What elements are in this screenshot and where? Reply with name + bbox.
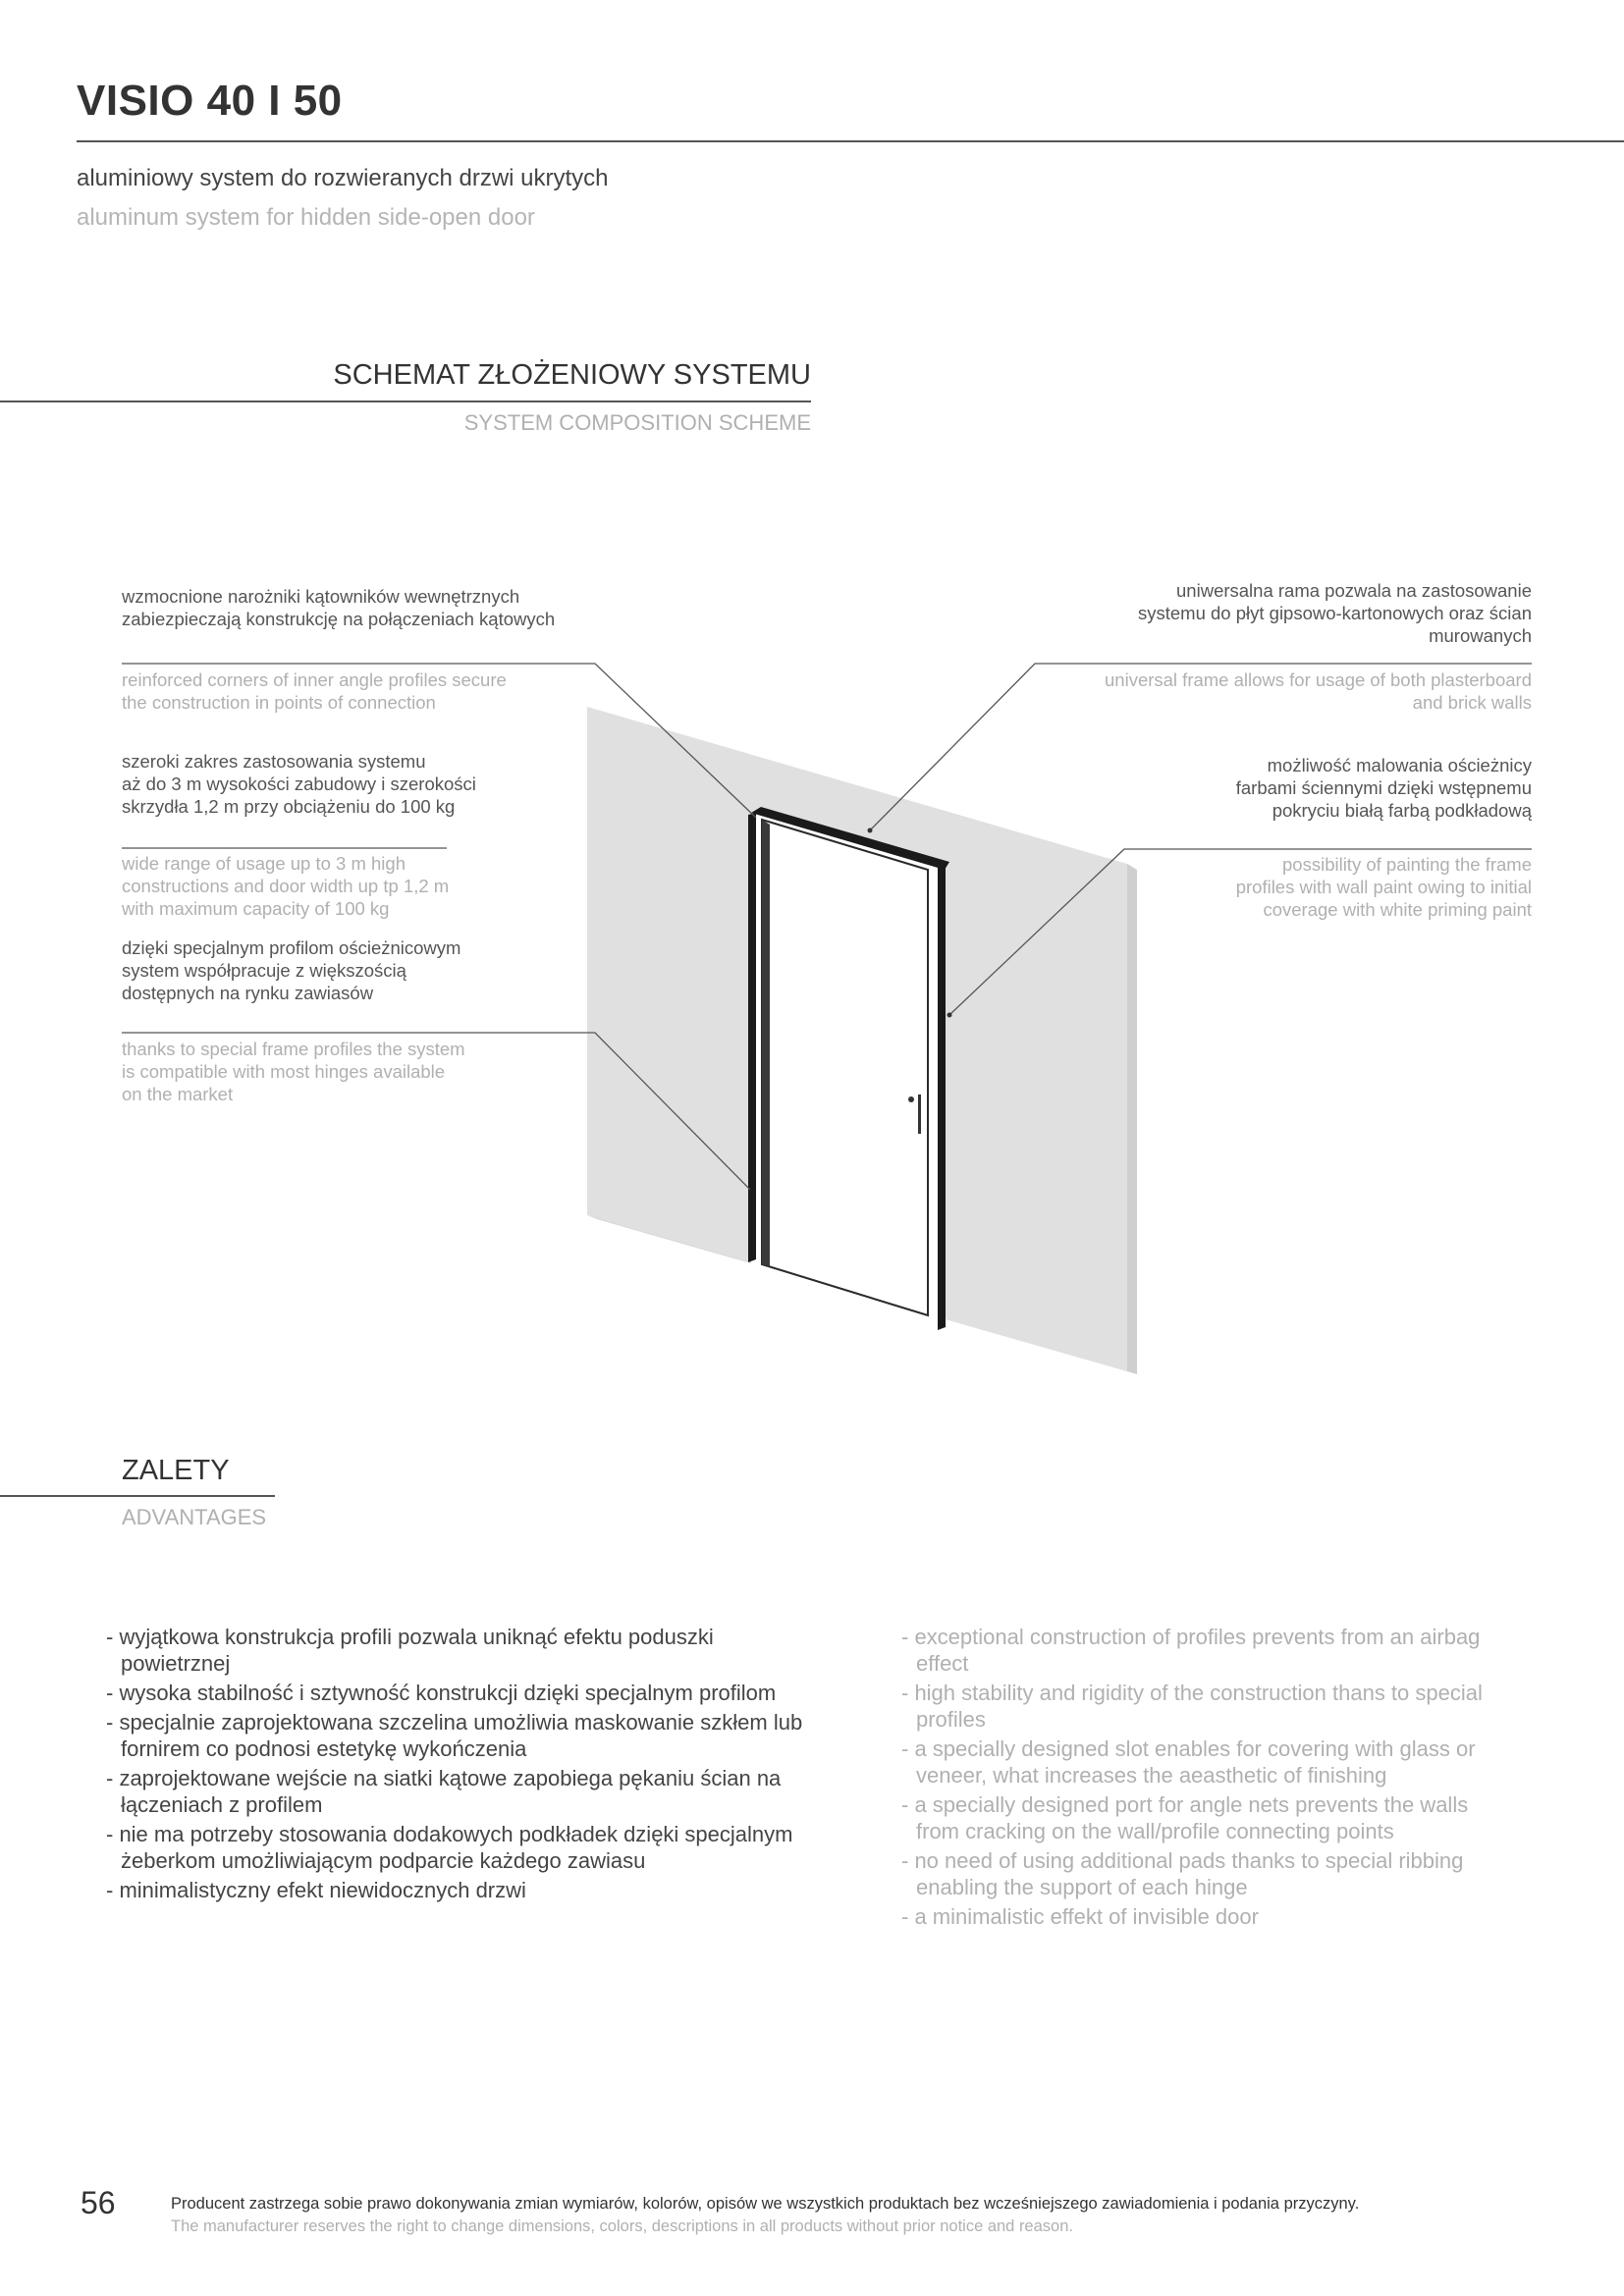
list-item: - wyjątkowa konstrukcja profili pozwala uniknąć efektu poduszki powietrznej bbox=[106, 1625, 714, 1676]
list-item: - specjalnie zaprojektowana szczelina umożliwia maskowanie szkłem lub fornirem co podnosi estetykę wykończenia bbox=[106, 1710, 803, 1761]
subtitle-polish: aluminiowy system do rozwieranych drzwi ukrytych bbox=[77, 165, 609, 191]
scheme-subtitle: SYSTEM COMPOSITION SCHEME bbox=[463, 410, 811, 435]
door-lock-plate bbox=[918, 1095, 921, 1134]
label-frame-en: universal frame allows for usage of both plasterboard and brick walls bbox=[1105, 669, 1532, 713]
leader-frame-dot bbox=[868, 828, 873, 833]
footer-note-en: The manufacturer reserves the right to change dimensions, colors, descriptions in all products without prior notice and reason. bbox=[171, 2217, 1073, 2235]
label-corners-en: reinforced corners of inner angle profiles secure the construction in points of connection bbox=[122, 669, 507, 713]
advantages-subtitle: ADVANTAGES bbox=[122, 1505, 267, 1529]
list-item: - wysoka stabilność i sztywność konstrukcji dzięki specjalnym profilom bbox=[106, 1681, 777, 1705]
door-handle-icon bbox=[908, 1096, 914, 1102]
label-hinges-pl: dzięki specjalnym profilom ościeżnicowym system współpracuje z większością dostępnych na rynku zawiasów bbox=[122, 937, 461, 1003]
door-leaf-edge bbox=[762, 820, 770, 1266]
advantages-list-en bbox=[901, 1624, 1510, 1933]
list-item: - a minimalistic effekt of invisible door bbox=[901, 1904, 1259, 1929]
list-item: - no need of using additional pads thanks to special ribbing enabling the support of each hinge bbox=[901, 1848, 1464, 1899]
list-item: - exceptional construction of profiles prevents from an airbag effect bbox=[901, 1625, 1481, 1676]
list-item: - a specially designed slot enables for covering with glass or veneer, what increases the aeasthetic of finishing bbox=[901, 1736, 1476, 1788]
advantages-divider bbox=[0, 1495, 275, 1497]
list-item: - minimalistyczny efekt niewidocznych drzwi bbox=[106, 1878, 526, 1902]
scheme-title: SCHEMAT ZŁOŻENIOWY SYSTEMU bbox=[333, 359, 811, 391]
advantages-title: ZALETY bbox=[122, 1455, 230, 1486]
label-frame-pl: uniwersalna rama pozwala na zastosowanie systemu do płyt gipsowo-kartonowych oraz ścian murowanych bbox=[1137, 580, 1532, 646]
list-item: - high stability and rigidity of the construction thans to special profiles bbox=[901, 1681, 1483, 1732]
label-corners-pl: wzmocnione narożniki kątowników wewnętrznych zabiezpieczają konstrukcję na połączeniach kątowych bbox=[122, 586, 556, 629]
frame-right-jamb bbox=[938, 863, 946, 1330]
label-paint-pl: możliwość malowania ościeżnicy farbami ściennymi dzięki wstępnemu pokryciu białą farbą podkładową bbox=[1235, 755, 1532, 821]
list-item: - a specially designed port for angle nets prevents the walls from cracking on the wall/profile connecting points bbox=[901, 1792, 1469, 1843]
label-paint-en: possibility of painting the frame profiles with wall paint owing to initial coverage with white priming paint bbox=[1235, 854, 1532, 920]
advantages-list-pl bbox=[106, 1624, 813, 1906]
label-hinges-en: thanks to special frame profiles the system is compatible with most hinges available on the market bbox=[122, 1039, 465, 1104]
list-item: - zaprojektowane wejście na siatki kątowe zapobiega pękaniu ścian na łączeniach z profilem bbox=[106, 1766, 782, 1817]
subtitle-english: aluminum system for hidden side-open door bbox=[77, 204, 535, 231]
label-range-pl: szeroki zakres zastosowania systemu aż do 3 m wysokości zabudowy i szerokości skrzydła 1,2 m przy obciążeniu do 100 kg bbox=[122, 751, 476, 817]
page-title: VISIO 40 I 50 bbox=[77, 77, 343, 125]
list-item: - nie ma potrzeby stosowania dodakowych podkładek dzięki specjalnym żeberkom umożliwiającym podparcie każdego zawiasu bbox=[106, 1822, 793, 1873]
leader-paint-dot bbox=[947, 1013, 952, 1018]
frame-left-jamb bbox=[748, 813, 756, 1262]
door-leaf bbox=[762, 820, 928, 1315]
wall-edge bbox=[1127, 864, 1137, 1374]
footer-note-pl: Producent zastrzega sobie prawo dokonywania zmian wymiarów, kolorów, opisów we wszystkich produktach bez wcześniejszego zawiadomienia i podania przyczyny. bbox=[171, 2195, 1360, 2213]
page-number: 56 bbox=[81, 2185, 116, 2220]
label-range-en: wide range of usage up to 3 m high constructions and door width up tp 1,2 m with maximum capacity of 100 kg bbox=[122, 853, 450, 919]
